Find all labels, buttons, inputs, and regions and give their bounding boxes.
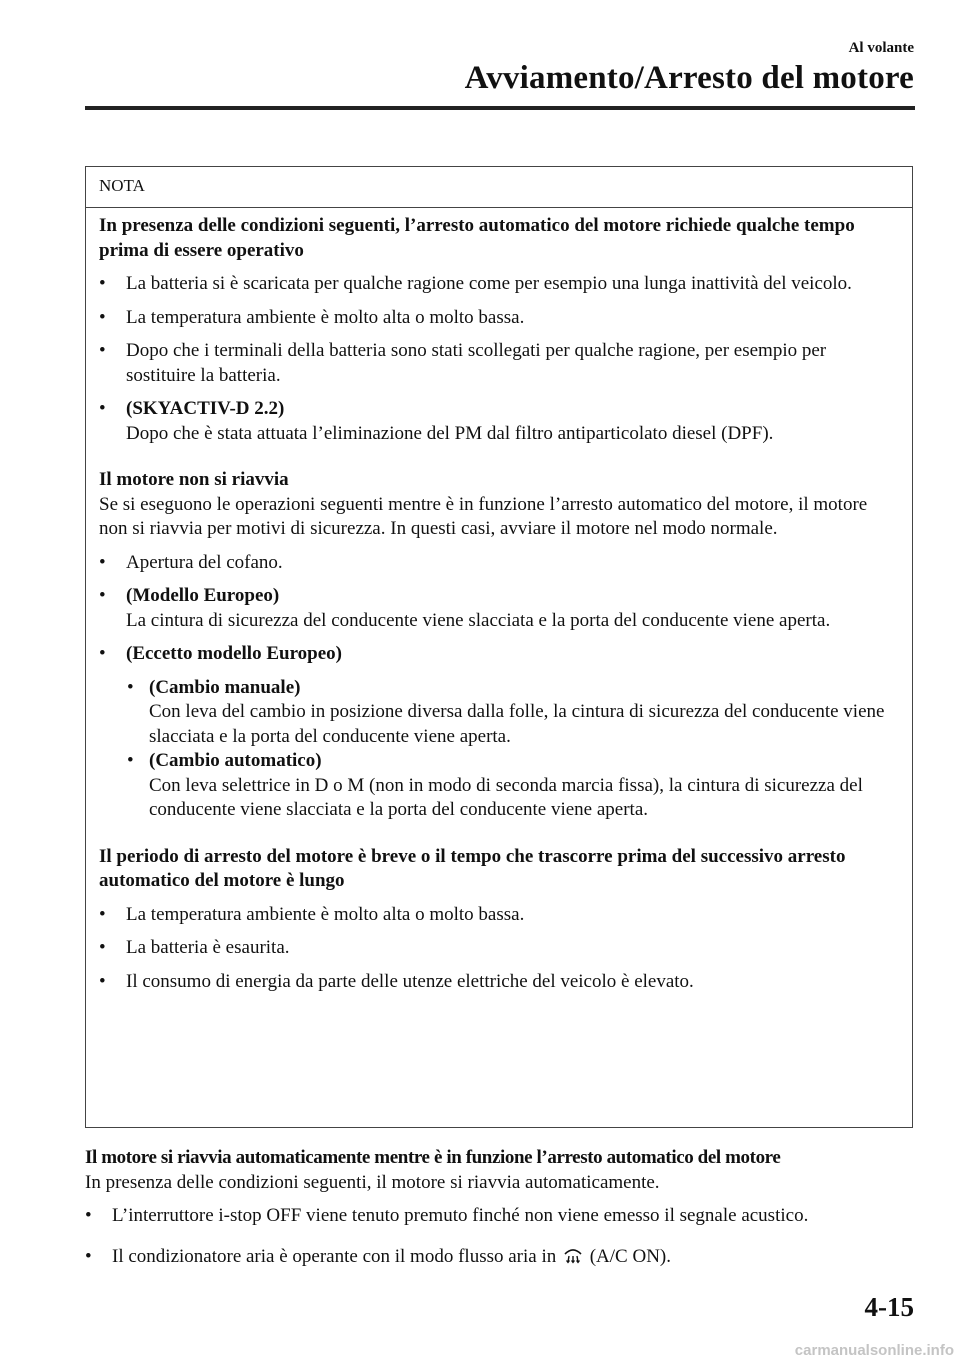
bullet-icon: • — [99, 970, 106, 992]
header-section: Al volante — [848, 40, 914, 56]
list-item: • La batteria è esaurita. — [99, 936, 899, 961]
list-item: • Dopo che i terminali della batteria sono stati scollegati per qualche ragione, per esempio per sostituire la batteria. — [99, 340, 827, 386]
list-item: • (Eccetto modello Europeo) — [99, 642, 899, 667]
main-section — [85, 1146, 915, 1269]
bullet-icon: • — [99, 273, 106, 294]
bullet-icon: • — [99, 937, 106, 958]
bullet-icon: • — [99, 585, 106, 606]
bullet-icon: • — [85, 1205, 92, 1226]
note-block1-title: In presenza delle condizioni seguenti, l’arresto automatico del motore richiede qualche tempo prima di essere operativo — [99, 215, 855, 261]
bullet-icon: • — [99, 340, 106, 361]
page-title: Avviamento/Arresto del motore — [464, 60, 914, 96]
list-item: • La temperatura ambiente è molto alta o molto bassa. — [99, 306, 899, 331]
list-item: • Il condizionatore aria è operante con il modo flusso aria in (A/C ON). — [85, 1245, 915, 1270]
note-block2-text: Se si eseguono le operazioni seguenti mentre è in funzione l’arresto automatico del motore, il motore non si riavvia per motivi di sicurezza. In questi casi, avviare il motore nel modo normale. — [99, 493, 868, 539]
list-item: • Il consumo di energia da parte delle utenze elettriche del veicolo è elevato. — [99, 970, 899, 995]
defroster-airflow-icon — [563, 1246, 583, 1264]
list-item: • (Modello Europeo) La cintura di sicurezza del conducente viene slacciata e la porta del conducente viene aperta. — [99, 585, 831, 631]
bullet-icon: • — [99, 551, 106, 573]
list-item: • L’interruttore i-stop OFF viene tenuto premuto finché non viene emesso il segnale acustico. — [85, 1204, 915, 1229]
note-box — [85, 166, 913, 1128]
bullet-icon: • — [99, 398, 106, 419]
section-text: In presenza delle condizioni seguenti, il motore si riavvia automaticamente. — [85, 1171, 660, 1193]
bullet-icon: • — [99, 306, 106, 328]
list-item: • (SKYACTIV-D 2.2) Dopo che è stata attuata l’eliminazione del PM dal filtro antiparticolato diesel (DPF). — [99, 398, 774, 444]
note-block2-title: Il motore non si riavvia — [99, 469, 289, 490]
section-heading: Il motore si riavvia automaticamente mentre è in funzione l’arresto automatico del motore — [85, 1147, 781, 1168]
list-item: • Apertura del cofano. — [99, 551, 899, 576]
sub-list-item: • (Cambio automatico) Con leva selettrice in D o M (non in modo di seconda marcia fissa), la cintura di sicurezza del conducente viene slacciata e la porta del conducente viene aperta. — [127, 750, 863, 820]
header-rule — [85, 106, 915, 110]
note-block3-title: Il periodo di arresto del motore è breve o il tempo che trascorre prima del successivo arresto automatico del motore è lungo — [99, 845, 846, 891]
list-item: • La temperatura ambiente è molto alta o molto bassa. — [99, 903, 899, 928]
bullet-icon: • — [99, 643, 106, 664]
note-label: NOTA — [86, 167, 912, 208]
list-item: • La batteria si è scaricata per qualche ragione come per esempio una lunga inattività del veicolo. — [99, 272, 899, 297]
note-body — [86, 208, 912, 994]
sub-bullet-icon: • — [127, 676, 134, 698]
sub-bullet-icon: • — [127, 750, 134, 771]
page-number: 4-15 — [864, 1292, 914, 1322]
sub-list-item: • (Cambio manuale) Con leva del cambio in posizione diversa dalla folle, la cintura di sicurezza del conducente viene slacciata e la porta del conducente viene aperta. — [127, 676, 885, 747]
bullet-icon: • — [99, 903, 106, 925]
bullet-icon: • — [85, 1245, 92, 1267]
watermark: carmanualsonline.info — [794, 1342, 954, 1359]
